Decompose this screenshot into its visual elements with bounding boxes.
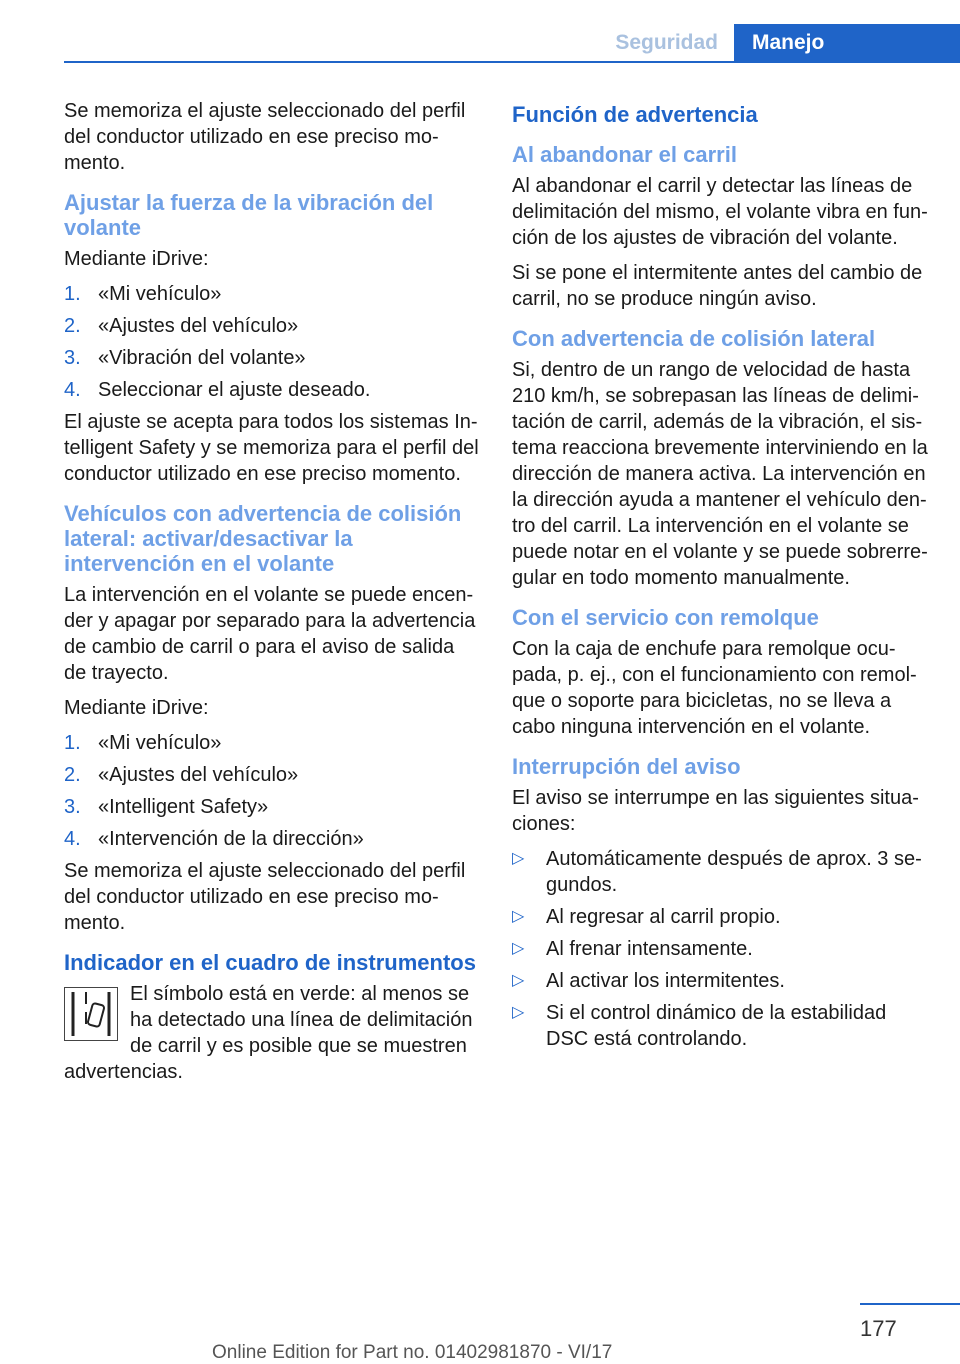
section-heading: Con advertencia de colisión lateral bbox=[512, 326, 876, 351]
list-item: ▷ Si el control dinámico de la estabilidad DSC está controlando. bbox=[512, 1002, 887, 1050]
section-heading: Indicador en el cuadro de instrumentos bbox=[64, 950, 476, 975]
triangle-bullet-icon: ▷ bbox=[512, 972, 525, 989]
list-item: 3. «Vibración del volante» bbox=[64, 347, 306, 369]
list-item: 1. «Mi vehículo» bbox=[64, 732, 222, 754]
edition-footer: Online Edition for Part no. 01402981870 - VI/17 bbox=[212, 1342, 613, 1363]
right-column bbox=[512, 98, 932, 1058]
list-item: ▷ Automáticamente después de aprox. 3 se‐ gundos. bbox=[512, 848, 922, 896]
steps-list bbox=[64, 730, 480, 852]
paragraph: El ajuste se acepta para todos los sistemas In‐ telligent Safety y se memoriza para el perfil del conductor utilizado en ese preciso momento. bbox=[64, 411, 479, 485]
list-item: 2. «Ajustes del vehículo» bbox=[64, 764, 299, 786]
paragraph: Se memoriza el ajuste seleccionado del perfil del conductor utilizado en ese preciso mo‐ mento. bbox=[64, 100, 466, 174]
bullet-list bbox=[512, 846, 932, 1052]
list-item: 4. Seleccionar el ajuste deseado. bbox=[64, 379, 371, 401]
section-title: Función de advertencia bbox=[512, 102, 758, 127]
left-column bbox=[64, 98, 480, 1094]
page-header bbox=[602, 24, 960, 62]
section-heading: Interrupción del aviso bbox=[512, 754, 741, 779]
paragraph: Con la caja de enchufe para remolque ocu‐ pada, p. ej., con el funcionamiento con remol‐ que o soporte para bicicletas, no se lleva a cabo ninguna intervención en el volante. bbox=[512, 638, 917, 738]
tab-manejo[interactable]: Manejo bbox=[734, 24, 960, 62]
list-item: 2. «Ajustes del vehículo» bbox=[64, 315, 299, 337]
paragraph: Si se pone el intermitente antes del cambio de carril, no se produce ningún aviso. bbox=[512, 262, 923, 310]
paragraph: Al abandonar el carril y detectar las líneas de delimitación del mismo, el volante vibra en fun‐ ción de los ajustes de vibración del volante. bbox=[512, 175, 928, 249]
paragraph: Mediante iDrive: bbox=[64, 248, 209, 270]
lane-departure-icon bbox=[64, 987, 118, 1041]
list-item: ▷ Al frenar intensamente. bbox=[512, 938, 753, 960]
list-item: ▷ Al regresar al carril propio. bbox=[512, 906, 781, 928]
paragraph: La intervención en el volante se puede encen‐ der y apagar por separado para la advertencia de cambio de carril o para el aviso de salida de trayecto. bbox=[64, 584, 476, 684]
tab-seguridad[interactable]: Seguridad bbox=[602, 24, 734, 62]
section-heading: Vehículos con advertencia de colisión lateral: activar/desactivar la intervención en el volante bbox=[64, 501, 462, 576]
paragraph: Mediante iDrive: bbox=[64, 697, 209, 719]
indicator-block bbox=[64, 981, 480, 1085]
triangle-bullet-icon: ▷ bbox=[512, 850, 525, 867]
header-divider bbox=[64, 61, 960, 63]
section-heading: Ajustar la fuerza de la vibración del volante bbox=[64, 190, 434, 240]
section-heading: Al abandonar el carril bbox=[512, 142, 737, 167]
paragraph: Si, dentro de un rango de velocidad de hasta 210 km/h, se sobrepasan las líneas de delimi‐ tación de carril, además de la vibración, el sis‐ tema reacciona brevemente interviniendo en la dirección de manera activa. La intervención en la dirección ayuda a mantener el vehículo den‐ tro del carril. La intervención en el volante se puede notar en el volante y se puede sobrerre‐ gular en todo momento manualmente. bbox=[512, 359, 928, 589]
paragraph: El símbolo está en verde: al menos se ha detectado una línea de delimitación de carril y es posible que se muestren advertencias. bbox=[64, 983, 473, 1083]
list-item: ▷ Al activar los intermitentes. bbox=[512, 970, 785, 992]
footer-divider bbox=[860, 1303, 960, 1305]
paragraph: Se memoriza el ajuste seleccionado del perfil del conductor utilizado en ese preciso mo‐ mento. bbox=[64, 860, 466, 934]
triangle-bullet-icon: ▷ bbox=[512, 908, 525, 925]
triangle-bullet-icon: ▷ bbox=[512, 1004, 525, 1021]
list-item: 3. «Intelligent Safety» bbox=[64, 796, 269, 818]
steps-list bbox=[64, 281, 480, 403]
paragraph: El aviso se interrumpe en las siguientes situa‐ ciones: bbox=[512, 787, 919, 835]
triangle-bullet-icon: ▷ bbox=[512, 940, 525, 957]
list-item: 1. «Mi vehículo» bbox=[64, 283, 222, 305]
section-heading: Con el servicio con remolque bbox=[512, 605, 819, 630]
page-number: 177 bbox=[860, 1316, 897, 1341]
list-item: 4. «Intervención de la dirección» bbox=[64, 828, 364, 850]
